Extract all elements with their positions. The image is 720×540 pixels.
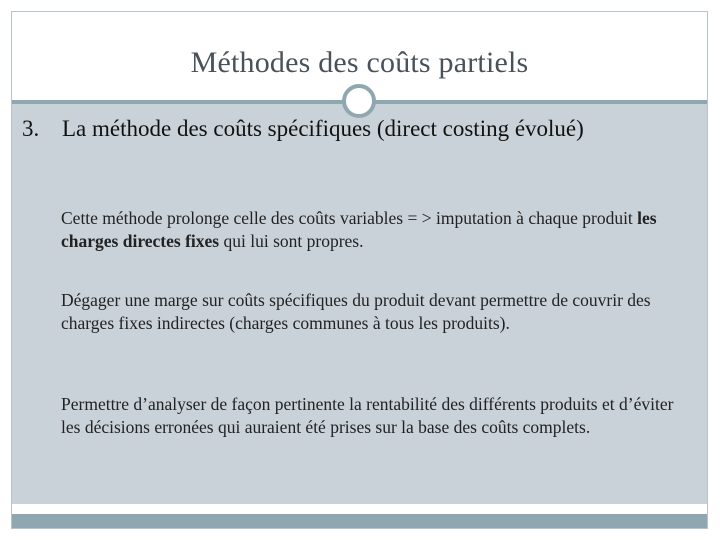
heading-text: La méthode des coûts spécifiques (direct costing évolué) — [62, 116, 584, 141]
paragraph-3: Permettre d’analyser de façon pertinente la rentabilité des différents produits et d’éviter les décisions erronées qui auraient été prises sur la base des coûts complets. — [61, 394, 674, 437]
paragraph-1-text-before: Cette méthode prolonge celle des coûts variables = > imputation à chaque produit — [61, 208, 638, 228]
paragraph-2: Dégager une marge sur coûts spécifiques du produit devant permettre de couvrir des charges fixes indirectes (charges communes à tous les produits). — [61, 290, 651, 333]
paragraph-1 — [61, 207, 689, 253]
footer-bar — [12, 514, 707, 528]
heading-number: 3. — [22, 116, 40, 141]
paragraph-1-text-after: qui lui sont propres. — [219, 231, 364, 251]
circle-ornament-icon — [342, 84, 376, 118]
slide-title: Méthodes des coûts partiels — [190, 46, 529, 79]
section-heading — [22, 114, 662, 144]
slide — [11, 11, 708, 529]
paragraph-1-bold-text: les charges directes fixes — [61, 208, 657, 251]
